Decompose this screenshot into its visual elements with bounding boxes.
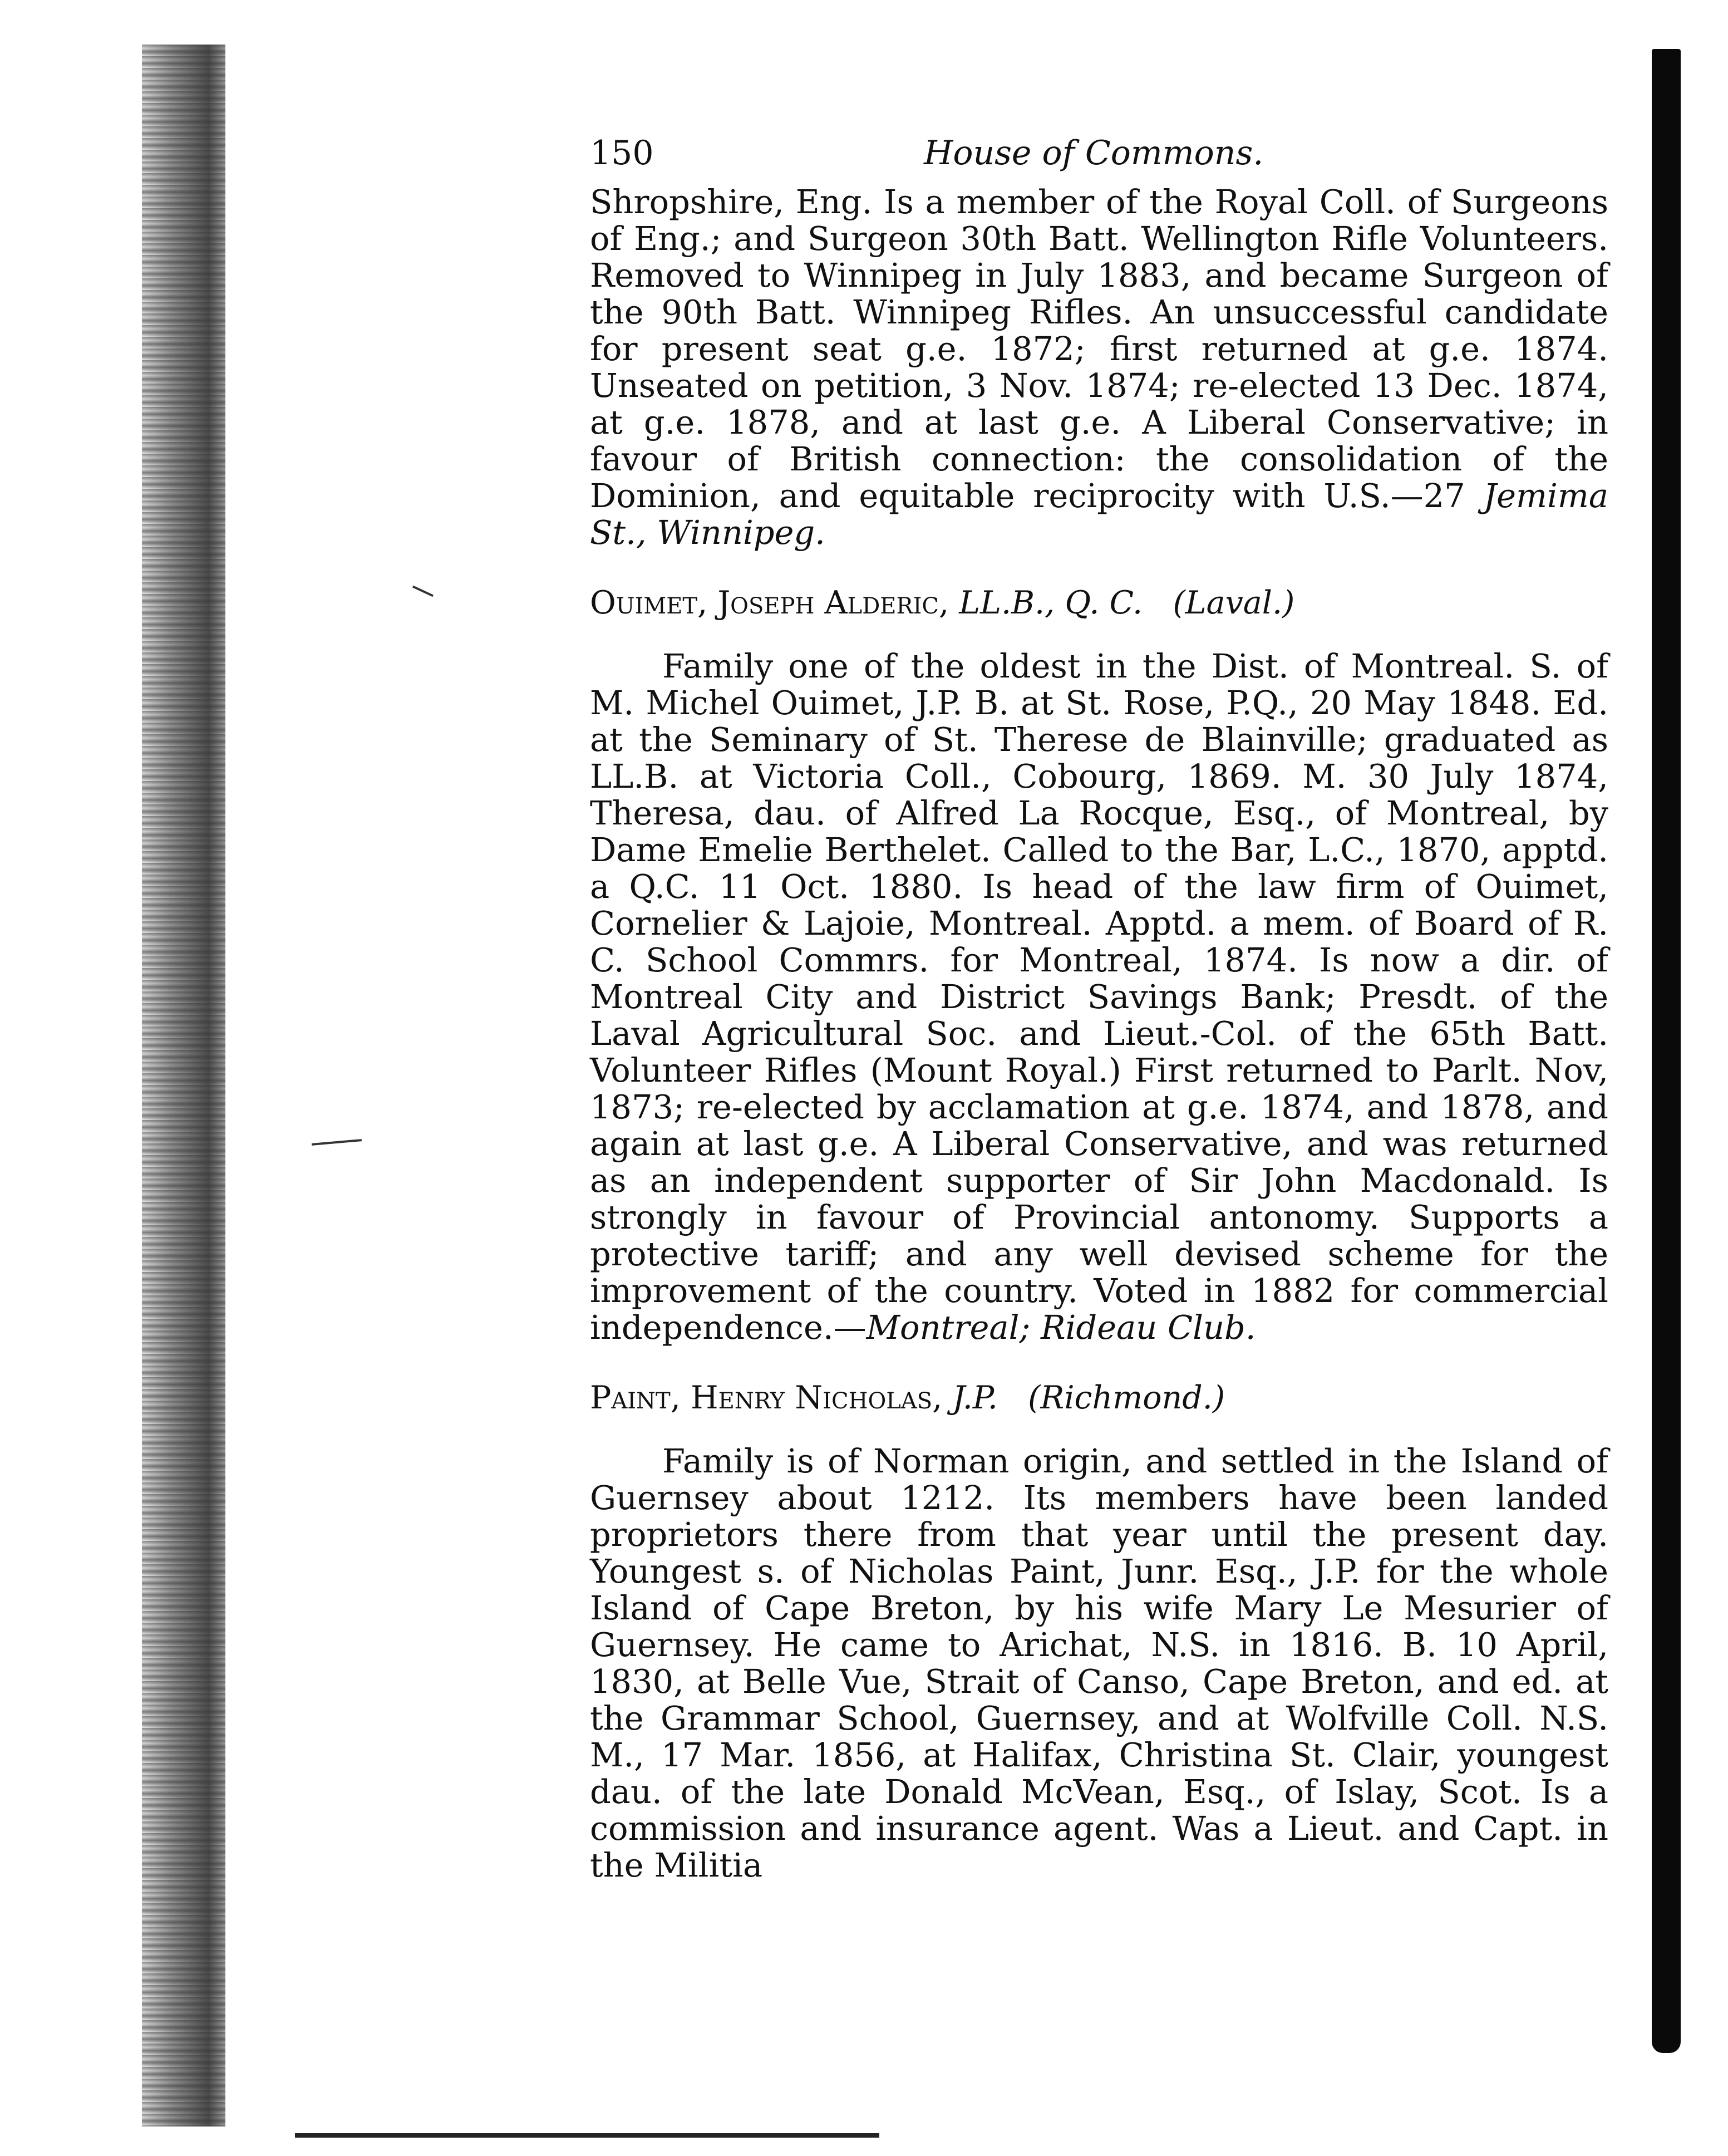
continued-entry-address: Jemima St., Winnipeg. <box>590 477 1608 552</box>
entry-heading <box>590 1379 1608 1416</box>
scan-binding-shadow <box>142 45 225 2126</box>
running-head <box>590 134 1608 178</box>
document-page <box>590 134 1608 1884</box>
scan-speck <box>312 1139 362 1146</box>
scan-edge-bar <box>1652 49 1681 2053</box>
entry-constituency: (Laval.) <box>1173 585 1295 621</box>
entry-address: Montreal; Rideau Club. <box>866 1308 1256 1347</box>
scan-speck <box>412 586 434 597</box>
scan-bottom-rule <box>295 2133 879 2138</box>
continued-entry-text: Shropshire, Eng. Is a member of the Royal Coll. of Surgeons of Eng.; and Surgeon 30th Batt. Wellington Rifle Volunteers. Removed to Winnipeg in July 1883, and became Surgeon of the 90th Batt. Winnipeg Rifles. An unsuccessful candidate for present seat g.e. 1872; first returned at g.e. 1874. Unseated on petition, 3 Nov. 1874; re-elected 13 Dec. 1874, at g.e. 1878, and at last g.e. A Liberal Conservative; in favour of British connection: the consolidation of the Dominion, and equitable reciprocity with U.S.—27 <box>590 183 1608 515</box>
entry-body <box>590 1443 1608 1884</box>
page-number: 150 <box>590 134 654 173</box>
entry-body-text: Family one of the oldest in the Dist. of Montreal. S. of M. Michel Ouimet, J.P. B. at St. Rose, P.Q., 20 May 1848. Ed. at the Seminary of St. Therese de Blainville; graduated as LL.B. at Victoria Coll., Cobourg, 1869. M. 30 July 1874, Theresa, dau. of Alfred La Rocque, Esq., of Montreal, by Dame Emelie Berthelet. Called to the Bar, L.C., 1870, apptd. a Q.C. 11 Oct. 1880. Is head of the law firm of Ouimet, Cornelier & Lajoie, Montreal. Apptd. a mem. of Board of R. C. School Commrs. for Montreal, 1874. Is now a dir. of Montreal City and District Savings Bank; Presdt. of the Laval Agricultural Soc. and Lieut.-Col. of the 65th Batt. Volunteer Rifles (Mount Royal.) First returned to Parlt. Nov, 1873; re-elected by acclamation at g.e. 1874, and 1878, and again at last g.e. A Liberal Conservative, and was returned as an independent supporter of Sir John Macdonald. Is strongly in favour of Provincial antonomy. Supports a protective tariff; and any well devised scheme for the improvement of the country. Voted in 1882 for commercial independence.— <box>590 647 1608 1347</box>
continued-entry-paragraph <box>590 184 1608 551</box>
entry-constituency: (Richmond.) <box>1028 1379 1225 1416</box>
running-title: House of Commons. <box>924 134 1264 173</box>
entry-surname: Ouimet, <box>590 585 708 621</box>
entry-given-names: Joseph Alderic, <box>717 585 949 621</box>
entry-surname: Paint, <box>590 1379 681 1416</box>
entry-heading <box>590 585 1608 621</box>
entry-credentials: J.P. <box>952 1379 998 1416</box>
entry-body <box>590 648 1608 1346</box>
entry-body-text: Family is of Norman origin, and settled in the Island of Guernsey about 1212. Its members have been landed proprietors there from that year until the present day. Youngest s. of Nicholas Paint, Junr. Esq., J.P. for the whole Island of Cape Breton, by his wife Mary Le Mesurier of Guernsey. He came to Arichat, N.S. in 1816. B. 10 April, 1830, at Belle Vue, Strait of Canso, Cape Breton, and ed. at the Grammar School, Guernsey, and at Wolfville Coll. N.S. M., 17 Mar. 1856, at Halifax, Christina St. Clair, youngest dau. of the late Donald McVean, Esq., of Islay, Scot. Is a commission and insurance agent. Was a Lieut. and Capt. in the Militia <box>590 1442 1608 1884</box>
entry-credentials: LL.B., Q. C. <box>959 585 1143 621</box>
entry-given-names: Henry Nicholas, <box>690 1379 943 1416</box>
